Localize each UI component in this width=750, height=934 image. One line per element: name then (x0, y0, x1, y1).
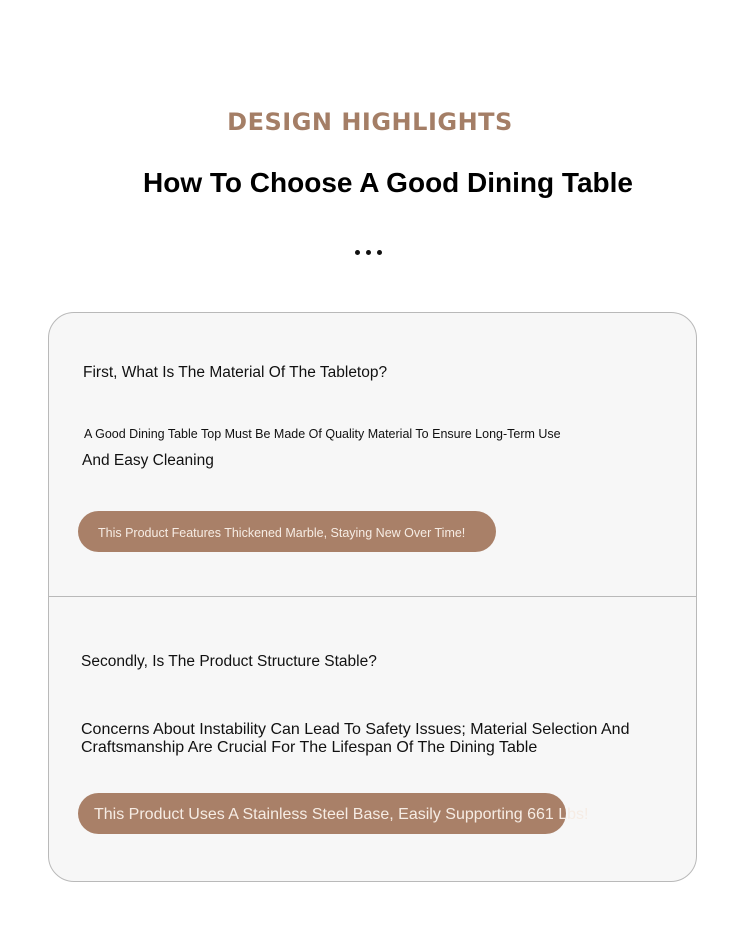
stability-description: Concerns About Instability Can Lead To Safety Issues; Material Selection And Craftsmanship Are Crucial For The Lifespan Of The Dining Table (81, 721, 630, 756)
tabletop-description-line-1: A Good Dining Table Top Must Be Made Of Quality Material To Ensure Long-Term Use (84, 427, 561, 441)
eyebrow-label: DESIGN HIGHLIGHTS (227, 108, 513, 136)
steel-base-highlight-text: This Product Uses A Stainless Steel Base, Easily Supporting 661 Lbs! (94, 806, 589, 823)
dot (355, 250, 360, 255)
decorative-dots (355, 250, 382, 255)
tabletop-description-line-2: And Easy Cleaning (82, 452, 214, 469)
question-structure-stability: Secondly, Is The Product Structure Stable? (81, 653, 377, 670)
marble-highlight-text: This Product Features Thickened Marble, Staying New Over Time! (98, 526, 466, 540)
dot (366, 250, 371, 255)
question-tabletop-material: First, What Is The Material Of The Tabletop? (83, 364, 388, 381)
dot (377, 250, 382, 255)
section-divider (49, 596, 696, 597)
highlights-card (48, 312, 697, 882)
page-title: How To Choose A Good Dining Table (143, 167, 633, 198)
